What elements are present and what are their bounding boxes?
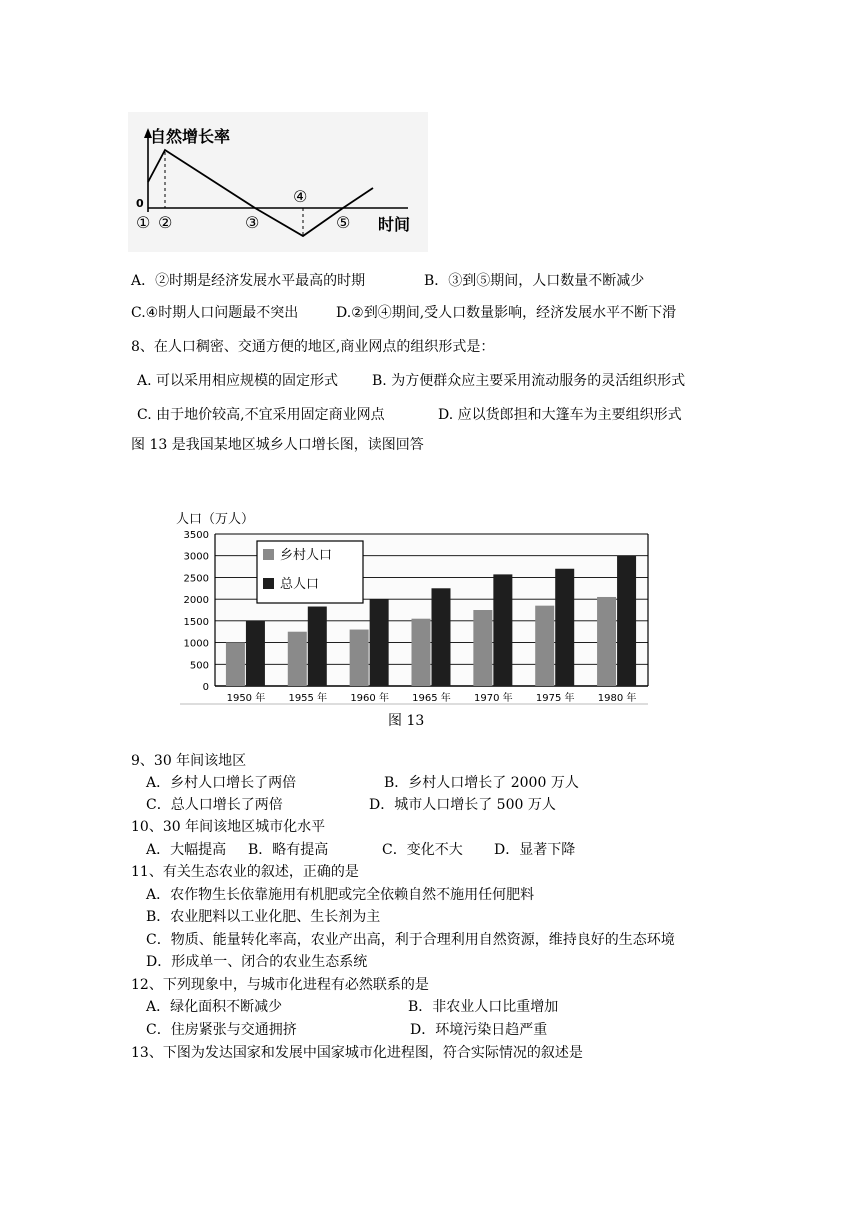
bar-rural-2 (350, 630, 369, 686)
q7-option-d: D.②到④期间,受人口数量影响，经济发展水平不断下滑 (336, 305, 677, 321)
xtick-label: 1950 年 (226, 693, 266, 704)
q11-option-b: B．农业肥料以工业化肥、生长剂为主 (146, 909, 381, 925)
marker-3: ③ (245, 213, 260, 232)
bar-total-0 (246, 621, 265, 686)
q9-option-d: D．城市人口增长了 500 万人 (369, 797, 556, 813)
origin-label: 0 (136, 197, 144, 210)
chart-legend (257, 541, 363, 603)
q11-option-c: C．物质、能量转化率高，农业产出高，利于合理利用自然资源，维持良好的生态环境 (146, 932, 675, 948)
legend-label-rural: 乡村人口 (280, 548, 333, 563)
q11-option-a: A．农作物生长依靠施用有机肥或完全依赖自然不施用任何肥料 (146, 887, 535, 903)
ytick-label: 1500 (183, 616, 209, 628)
q7-option-a: A．②时期是经济发展水平最高的时期 (131, 273, 366, 289)
q8-option-a: A. 可以采用相应规模的固定形式 (137, 373, 339, 389)
q9-stem: 9、30 年间该地区 (131, 753, 247, 769)
bar-total-2 (370, 599, 389, 686)
bar-rural-6 (597, 597, 616, 686)
xtick-label: 1980 年 (597, 693, 637, 704)
xtick-label: 1960 年 (350, 693, 389, 704)
y-axis-label: 自然增长率 (150, 127, 231, 146)
legend-swatch-total (263, 578, 274, 589)
q8-option-b: B. 为方便群众应主要采用流动服务的灵活组织形式 (372, 373, 686, 389)
q12-option-c: C．住房紧张与交通拥挤 (146, 1022, 297, 1038)
bar-rural-4 (473, 610, 492, 686)
q11-stem: 11、有关生态农业的叙述，正确的是 (131, 864, 359, 880)
bar-total-3 (432, 588, 451, 686)
q12-option-a: A．绿化面积不断减少 (146, 999, 283, 1015)
q12-option-d: D．环境污染日趋严重 (410, 1022, 548, 1038)
legend-label-total: 总人口 (280, 577, 320, 592)
q10-option-a: A．大幅提高 (146, 842, 227, 858)
q10-option-c: C．变化不大 (382, 842, 463, 858)
ytick-label: 2000 (183, 595, 209, 607)
bar-total-5 (555, 569, 574, 686)
bar-total-1 (308, 607, 327, 686)
q12-stem: 12、下列现象中，与城市化进程有必然联系的是 (131, 977, 429, 993)
q11-option-d: D．形成单一、闭合的农业生态系统 (146, 954, 368, 970)
bar-rural-1 (288, 632, 307, 686)
q9-option-b: B．乡村人口增长了 2000 万人 (384, 775, 579, 791)
xtick-label: 1975 年 (535, 693, 575, 704)
q8-option-d: D. 应以货郎担和大篷车为主要组织形式 (438, 407, 682, 423)
ytick-label: 2500 (183, 573, 209, 585)
q8-option-c: C. 由于地价较高,不宜采用固定商业网点 (137, 407, 385, 423)
chart-caption: 图 13 (388, 713, 425, 729)
bar-rural-3 (412, 619, 431, 686)
xtick-label: 1955 年 (288, 693, 328, 704)
marker-1: ① (136, 213, 151, 232)
x-axis-label: 时间 (378, 215, 411, 234)
chart-ylabel: 人口（万人） (176, 512, 255, 527)
q10-option-b: B．略有提高 (248, 842, 329, 858)
bar-total-4 (493, 574, 512, 686)
q10-option-d: D．显著下降 (494, 842, 576, 858)
q7-option-b: B．③到⑤期间，人口数量不断减少 (424, 273, 645, 289)
figure13-intro: 图 13 是我国某地区城乡人口增长图，读图回答 (131, 437, 424, 453)
q12-option-b: B．非农业人口比重增加 (408, 999, 559, 1015)
legend-swatch-rural (263, 549, 274, 560)
bar-rural-5 (535, 606, 554, 686)
q9-option-a: A．乡村人口增长了两倍 (146, 775, 297, 791)
population-chart (170, 505, 655, 710)
q9-option-c: C．总人口增长了两倍 (146, 797, 283, 813)
growth-rate-diagram (128, 112, 428, 252)
xtick-label: 1970 年 (474, 693, 513, 704)
ytick-label: 3000 (183, 551, 209, 563)
marker-4: ④ (293, 187, 308, 206)
marker-2: ② (158, 213, 173, 232)
ytick-label: 500 (189, 660, 209, 672)
bar-total-6 (617, 556, 636, 686)
ytick-label: 1000 (183, 638, 209, 650)
q10-stem: 10、30 年间该地区城市化水平 (131, 819, 326, 835)
ytick-label: 3500 (183, 530, 209, 541)
growth-rate-figure (128, 112, 428, 252)
q8-stem: 8、在人口稠密、交通方便的地区,商业网点的组织形式是： (131, 339, 495, 355)
xtick-label: 1965 年 (412, 693, 451, 704)
marker-5: ⑤ (336, 213, 351, 232)
bar-rural-0 (226, 643, 245, 686)
q7-option-c: C.④时期人口问题最不突出 (131, 305, 299, 321)
population-chart-svg (170, 505, 655, 710)
q13-stem: 13、下图为发达国家和发展中国家城市化进程图，符合实际情况的叙述是 (131, 1045, 583, 1061)
ytick-label: 0 (202, 682, 209, 693)
